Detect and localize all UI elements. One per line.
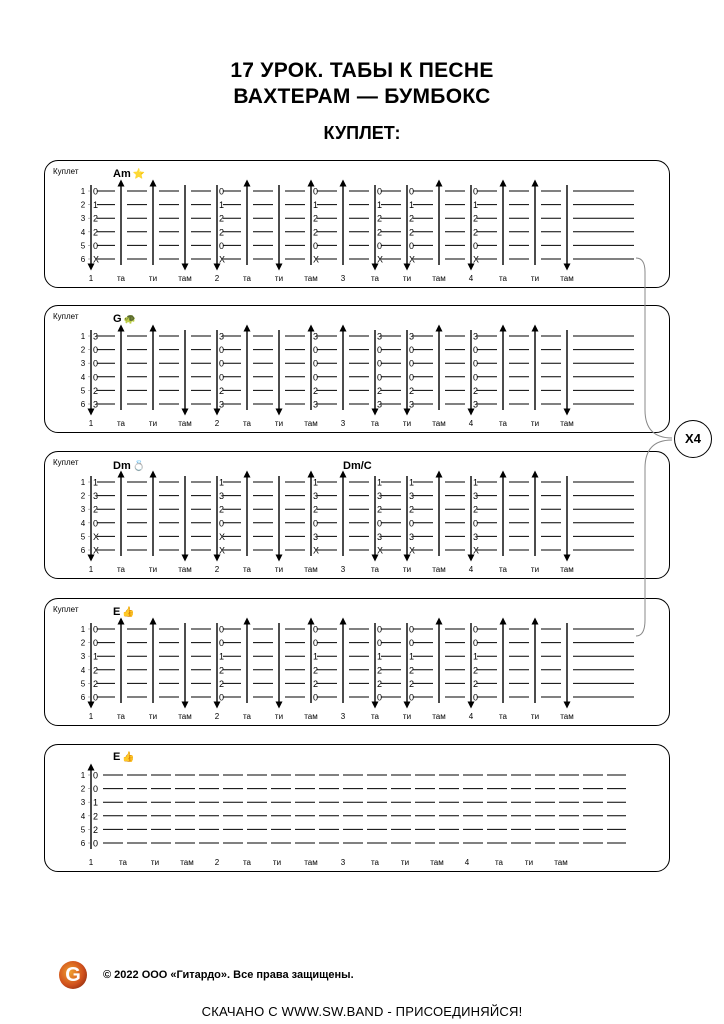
- chord-name: G 🐢: [113, 313, 137, 325]
- chord-name: E 👍: [113, 606, 135, 618]
- page-title-line-1: 17 УРОК. ТАБЫ К ПЕСНЕ: [230, 59, 494, 82]
- fret-value: 0: [377, 358, 383, 369]
- beat-label: 1: [88, 419, 94, 428]
- beat-label: там: [304, 419, 318, 428]
- string-number: 1: [80, 478, 86, 487]
- string-number: 3: [80, 214, 86, 224]
- beat-label: 4: [468, 419, 474, 428]
- beat-label: 3: [340, 712, 346, 721]
- fret-value: 3: [377, 491, 383, 502]
- string-number: 1: [80, 625, 86, 634]
- beat-label: ти: [148, 419, 158, 428]
- fret-value: 3: [409, 331, 415, 342]
- fret-value: 0: [313, 240, 319, 251]
- beat-label: там: [432, 565, 446, 574]
- fret-value: 2: [409, 385, 415, 396]
- string-number: 1: [80, 332, 86, 341]
- tab-block-1: [44, 160, 670, 288]
- beat-label: там: [304, 712, 318, 721]
- beat-label: 2: [214, 274, 220, 283]
- fret-value: 3: [313, 531, 319, 542]
- fret-value: 0: [409, 692, 415, 703]
- beat-label: ти: [530, 419, 540, 428]
- beat-label: ти: [530, 565, 540, 574]
- beat-label: 2: [214, 858, 220, 867]
- beat-label: та: [370, 712, 380, 721]
- fret-value: 2: [93, 227, 99, 238]
- fret-value: 2: [93, 213, 99, 224]
- fret-value: X: [409, 545, 416, 556]
- fret-value: 0: [93, 358, 99, 369]
- beat-label: ти: [274, 565, 284, 574]
- beat-label: 4: [468, 712, 474, 721]
- fret-value: 2: [93, 824, 99, 835]
- fret-value: 0: [219, 345, 225, 356]
- fret-value: 0: [219, 638, 225, 649]
- beat-label: та: [370, 858, 380, 867]
- repeat-badge: X4: [674, 420, 712, 458]
- fret-value: X: [93, 531, 100, 542]
- fret-value: 1: [93, 651, 99, 662]
- fret-value: 1: [473, 651, 479, 662]
- fret-value: 0: [93, 345, 99, 356]
- beat-label: там: [430, 858, 444, 867]
- string-number: 5: [80, 532, 86, 542]
- fret-value: 0: [93, 770, 99, 781]
- beat-label: та: [242, 712, 252, 721]
- string-number: 1: [80, 187, 86, 196]
- fret-value: 3: [93, 399, 99, 410]
- beat-label: та: [370, 419, 380, 428]
- tab-block-5: [44, 744, 670, 872]
- beat-label: ти: [524, 858, 534, 867]
- beat-label: та: [498, 712, 508, 721]
- fret-value: 3: [377, 531, 383, 542]
- fret-value: 3: [313, 331, 319, 342]
- tab-block-3: [44, 451, 670, 579]
- beat-label: ти: [402, 565, 412, 574]
- fret-value: 2: [219, 665, 225, 676]
- beat-label: ти: [402, 419, 412, 428]
- fret-value: 2: [313, 213, 319, 224]
- fret-value: 3: [219, 399, 225, 410]
- tab-staff: [45, 599, 671, 727]
- fret-value: 0: [377, 372, 383, 383]
- fret-value: X: [93, 254, 100, 265]
- beat-label: 3: [340, 858, 346, 867]
- fret-value: 1: [409, 651, 415, 662]
- string-number: 6: [80, 400, 86, 409]
- fret-value: 0: [473, 518, 479, 529]
- string-number: 2: [80, 638, 86, 648]
- fret-value: 1: [377, 477, 383, 488]
- fret-value: 1: [409, 477, 415, 488]
- string-number: 4: [80, 372, 86, 382]
- beat-label: та: [370, 274, 380, 283]
- fret-value: 2: [409, 227, 415, 238]
- fret-value: 3: [93, 491, 99, 502]
- fret-value: 0: [93, 838, 99, 849]
- chord-emoji-icon: ⭐: [132, 169, 146, 180]
- beat-label: та: [498, 274, 508, 283]
- fret-value: X: [377, 545, 384, 556]
- fret-value: 3: [219, 491, 225, 502]
- tab-staff: [45, 745, 671, 873]
- string-number: 5: [80, 679, 86, 689]
- fret-value: 1: [313, 651, 319, 662]
- fret-value: 0: [473, 692, 479, 703]
- beat-label: 3: [340, 419, 346, 428]
- fret-value: 0: [473, 240, 479, 251]
- beat-label: 3: [340, 565, 346, 574]
- fret-value: 2: [93, 504, 99, 515]
- fret-value: 3: [377, 399, 383, 410]
- fret-value: 2: [409, 213, 415, 224]
- beat-label: 1: [88, 565, 94, 574]
- string-number: 4: [80, 518, 86, 528]
- string-number: 2: [80, 784, 86, 794]
- fret-value: 1: [219, 651, 225, 662]
- fret-value: 2: [93, 665, 99, 676]
- tab-block-2: [44, 305, 670, 433]
- fret-value: 0: [219, 358, 225, 369]
- string-number: 4: [80, 227, 86, 237]
- beat-label: та: [242, 858, 252, 867]
- beat-label: ти: [530, 712, 540, 721]
- fret-value: 2: [93, 385, 99, 396]
- fret-value: 1: [473, 200, 479, 211]
- string-number: 6: [80, 839, 86, 848]
- fret-value: 1: [313, 477, 319, 488]
- fret-value: 0: [377, 692, 383, 703]
- beat-label: там: [304, 858, 318, 867]
- string-number: 3: [80, 652, 86, 662]
- beat-label: та: [116, 712, 126, 721]
- beat-label: ти: [530, 274, 540, 283]
- logo-icon: G: [59, 961, 87, 989]
- fret-value: 0: [93, 518, 99, 529]
- string-number: 4: [80, 665, 86, 675]
- beat-label: там: [560, 274, 574, 283]
- fret-value: 3: [377, 331, 383, 342]
- fret-value: 2: [219, 227, 225, 238]
- fret-value: 2: [313, 385, 319, 396]
- fret-value: 2: [377, 213, 383, 224]
- fret-value: 2: [377, 665, 383, 676]
- beat-label: там: [178, 419, 192, 428]
- fret-value: X: [473, 545, 480, 556]
- beat-label: там: [560, 419, 574, 428]
- beat-label: там: [432, 274, 446, 283]
- fret-value: 3: [93, 331, 99, 342]
- beat-label: ти: [148, 274, 158, 283]
- fret-value: 0: [473, 345, 479, 356]
- fret-value: 1: [93, 477, 99, 488]
- fret-value: X: [409, 254, 416, 265]
- beat-label: там: [304, 274, 318, 283]
- block-label: Куплет: [53, 605, 79, 614]
- chord-name: Dm/C: [343, 460, 372, 472]
- chord-emoji-icon: 💍: [132, 461, 146, 472]
- fret-value: 0: [409, 638, 415, 649]
- fret-value: 3: [473, 399, 479, 410]
- beat-label: ти: [402, 274, 412, 283]
- fret-value: 2: [313, 678, 319, 689]
- fret-value: 1: [409, 200, 415, 211]
- beat-label: та: [242, 419, 252, 428]
- fret-value: 0: [313, 186, 319, 197]
- fret-value: 2: [219, 385, 225, 396]
- fret-value: 2: [219, 213, 225, 224]
- fret-value: 0: [219, 186, 225, 197]
- fret-value: 2: [473, 504, 479, 515]
- beat-label: та: [242, 565, 252, 574]
- string-number: 3: [80, 359, 86, 369]
- beat-label: ти: [150, 858, 160, 867]
- fret-value: 0: [313, 372, 319, 383]
- string-number: 1: [80, 771, 86, 780]
- beat-label: ти: [272, 858, 282, 867]
- fret-value: 1: [377, 200, 383, 211]
- fret-value: 2: [473, 678, 479, 689]
- fret-value: 0: [313, 692, 319, 703]
- beat-label: ти: [400, 858, 410, 867]
- fret-value: 0: [409, 358, 415, 369]
- beat-label: та: [498, 419, 508, 428]
- fret-value: 0: [219, 518, 225, 529]
- fret-value: 1: [93, 797, 99, 808]
- beat-label: 2: [214, 565, 220, 574]
- fret-value: 0: [313, 345, 319, 356]
- string-number: 6: [80, 693, 86, 702]
- fret-value: 2: [377, 678, 383, 689]
- beat-label: та: [118, 858, 128, 867]
- page-title-line-2: ВАХТЕРАМ — БУМБОКС: [233, 85, 491, 108]
- beat-label: та: [116, 419, 126, 428]
- fret-value: 0: [313, 518, 319, 529]
- fret-value: 1: [219, 477, 225, 488]
- beat-label: 4: [468, 274, 474, 283]
- beat-label: 1: [88, 274, 94, 283]
- fret-value: X: [473, 254, 480, 265]
- tab-staff: [45, 306, 671, 434]
- fret-value: X: [219, 254, 226, 265]
- fret-value: 0: [93, 784, 99, 795]
- fret-value: 0: [377, 186, 383, 197]
- fret-value: 3: [313, 491, 319, 502]
- fret-value: X: [219, 545, 226, 556]
- beat-label: та: [116, 565, 126, 574]
- download-banner: СКАЧАНО С WWW.SW.BAND - ПРИСОЕДИНЯЙСЯ!: [201, 1004, 523, 1019]
- string-number: 6: [80, 255, 86, 264]
- fret-value: 3: [219, 331, 225, 342]
- fret-value: X: [219, 531, 226, 542]
- beat-label: там: [178, 274, 192, 283]
- fret-value: 0: [409, 240, 415, 251]
- beat-label: та: [116, 274, 126, 283]
- string-number: 5: [80, 825, 86, 835]
- fret-value: 2: [409, 504, 415, 515]
- fret-value: 0: [313, 624, 319, 635]
- fret-value: 3: [473, 491, 479, 502]
- fret-value: 1: [313, 200, 319, 211]
- string-number: 6: [80, 546, 86, 555]
- fret-value: 0: [409, 624, 415, 635]
- fret-value: 0: [93, 240, 99, 251]
- fret-value: 0: [409, 186, 415, 197]
- fret-value: 2: [313, 227, 319, 238]
- tab-staff: [45, 452, 671, 580]
- fret-value: 2: [473, 213, 479, 224]
- beat-label: там: [432, 712, 446, 721]
- chord-name: E 👍: [113, 751, 135, 763]
- tab-staff: [45, 161, 671, 289]
- fret-value: 0: [219, 624, 225, 635]
- beat-label: там: [432, 419, 446, 428]
- fret-value: 0: [473, 638, 479, 649]
- fret-value: 0: [93, 638, 99, 649]
- fret-value: 2: [377, 227, 383, 238]
- fret-value: 2: [409, 665, 415, 676]
- fret-value: 0: [473, 372, 479, 383]
- beat-label: та: [498, 565, 508, 574]
- fret-value: 1: [219, 200, 225, 211]
- fret-value: 0: [93, 692, 99, 703]
- beat-label: там: [180, 858, 194, 867]
- beat-label: там: [554, 858, 568, 867]
- beat-label: та: [494, 858, 504, 867]
- fret-value: 2: [93, 811, 99, 822]
- fret-value: X: [377, 254, 384, 265]
- fret-value: 0: [93, 372, 99, 383]
- fret-value: 1: [473, 477, 479, 488]
- string-number: 5: [80, 241, 86, 251]
- beat-label: ти: [148, 565, 158, 574]
- fret-value: 3: [409, 531, 415, 542]
- fret-value: 2: [473, 665, 479, 676]
- fret-value: 0: [219, 692, 225, 703]
- fret-value: 0: [219, 240, 225, 251]
- beat-label: ти: [274, 274, 284, 283]
- beat-label: 1: [88, 712, 94, 721]
- beat-label: 2: [214, 712, 220, 721]
- string-number: 2: [80, 200, 86, 210]
- fret-value: 2: [409, 678, 415, 689]
- fret-value: 0: [219, 372, 225, 383]
- fret-value: X: [93, 545, 100, 556]
- block-label: Куплет: [53, 312, 79, 321]
- beat-label: там: [304, 565, 318, 574]
- beat-label: там: [178, 712, 192, 721]
- fret-value: 2: [377, 504, 383, 515]
- fret-value: X: [313, 545, 320, 556]
- beat-label: 2: [214, 419, 220, 428]
- fret-value: X: [313, 254, 320, 265]
- beat-label: 3: [340, 274, 346, 283]
- chord-emoji-icon: 🐢: [123, 314, 137, 325]
- fret-value: 2: [219, 678, 225, 689]
- fret-value: 2: [473, 227, 479, 238]
- fret-value: 3: [409, 399, 415, 410]
- fret-value: 3: [473, 331, 479, 342]
- block-label: Куплет: [53, 458, 79, 467]
- fret-value: 0: [409, 345, 415, 356]
- fret-value: 0: [473, 358, 479, 369]
- beat-label: 4: [468, 565, 474, 574]
- fret-value: 0: [473, 624, 479, 635]
- tab-block-4: [44, 598, 670, 726]
- beat-label: ти: [274, 419, 284, 428]
- fret-value: 0: [93, 186, 99, 197]
- section-heading: КУПЛЕТ:: [323, 123, 401, 143]
- chord-name: Am ⭐: [113, 168, 146, 180]
- fret-value: 2: [313, 665, 319, 676]
- beat-label: там: [560, 712, 574, 721]
- fret-value: 0: [409, 372, 415, 383]
- fret-value: 0: [93, 624, 99, 635]
- string-number: 3: [80, 798, 86, 808]
- fret-value: 2: [473, 385, 479, 396]
- fret-value: 0: [377, 240, 383, 251]
- beat-label: та: [242, 274, 252, 283]
- fret-value: 0: [313, 358, 319, 369]
- fret-value: 2: [313, 504, 319, 515]
- fret-value: 3: [313, 399, 319, 410]
- chord-emoji-icon: 👍: [122, 752, 135, 763]
- block-label: Куплет: [53, 167, 79, 176]
- beat-label: там: [560, 565, 574, 574]
- string-number: 4: [80, 811, 86, 821]
- chord-emoji-icon: 👍: [122, 607, 135, 618]
- beat-label: 1: [88, 858, 94, 867]
- fret-value: 0: [377, 518, 383, 529]
- beat-label: 4: [464, 858, 470, 867]
- string-number: 3: [80, 505, 86, 515]
- string-number: 5: [80, 386, 86, 396]
- fret-value: 1: [93, 200, 99, 211]
- string-number: 2: [80, 345, 86, 355]
- string-number: 2: [80, 491, 86, 501]
- fret-value: 0: [377, 638, 383, 649]
- fret-value: 2: [219, 504, 225, 515]
- fret-value: 2: [377, 385, 383, 396]
- fret-value: 0: [313, 638, 319, 649]
- fret-value: 0: [473, 186, 479, 197]
- fret-value: 0: [409, 518, 415, 529]
- beat-label: ти: [148, 712, 158, 721]
- fret-value: 3: [409, 491, 415, 502]
- beat-label: ти: [274, 712, 284, 721]
- fret-value: 0: [377, 345, 383, 356]
- fret-value: 3: [473, 531, 479, 542]
- beat-label: та: [370, 565, 380, 574]
- chord-name: Dm 💍: [113, 460, 146, 472]
- beat-label: там: [178, 565, 192, 574]
- copyright-text: © 2022 ООО «Гитардо». Все права защищены.: [103, 969, 354, 981]
- beat-label: ти: [402, 712, 412, 721]
- fret-value: 1: [377, 651, 383, 662]
- fret-value: 0: [377, 624, 383, 635]
- fret-value: 2: [93, 678, 99, 689]
